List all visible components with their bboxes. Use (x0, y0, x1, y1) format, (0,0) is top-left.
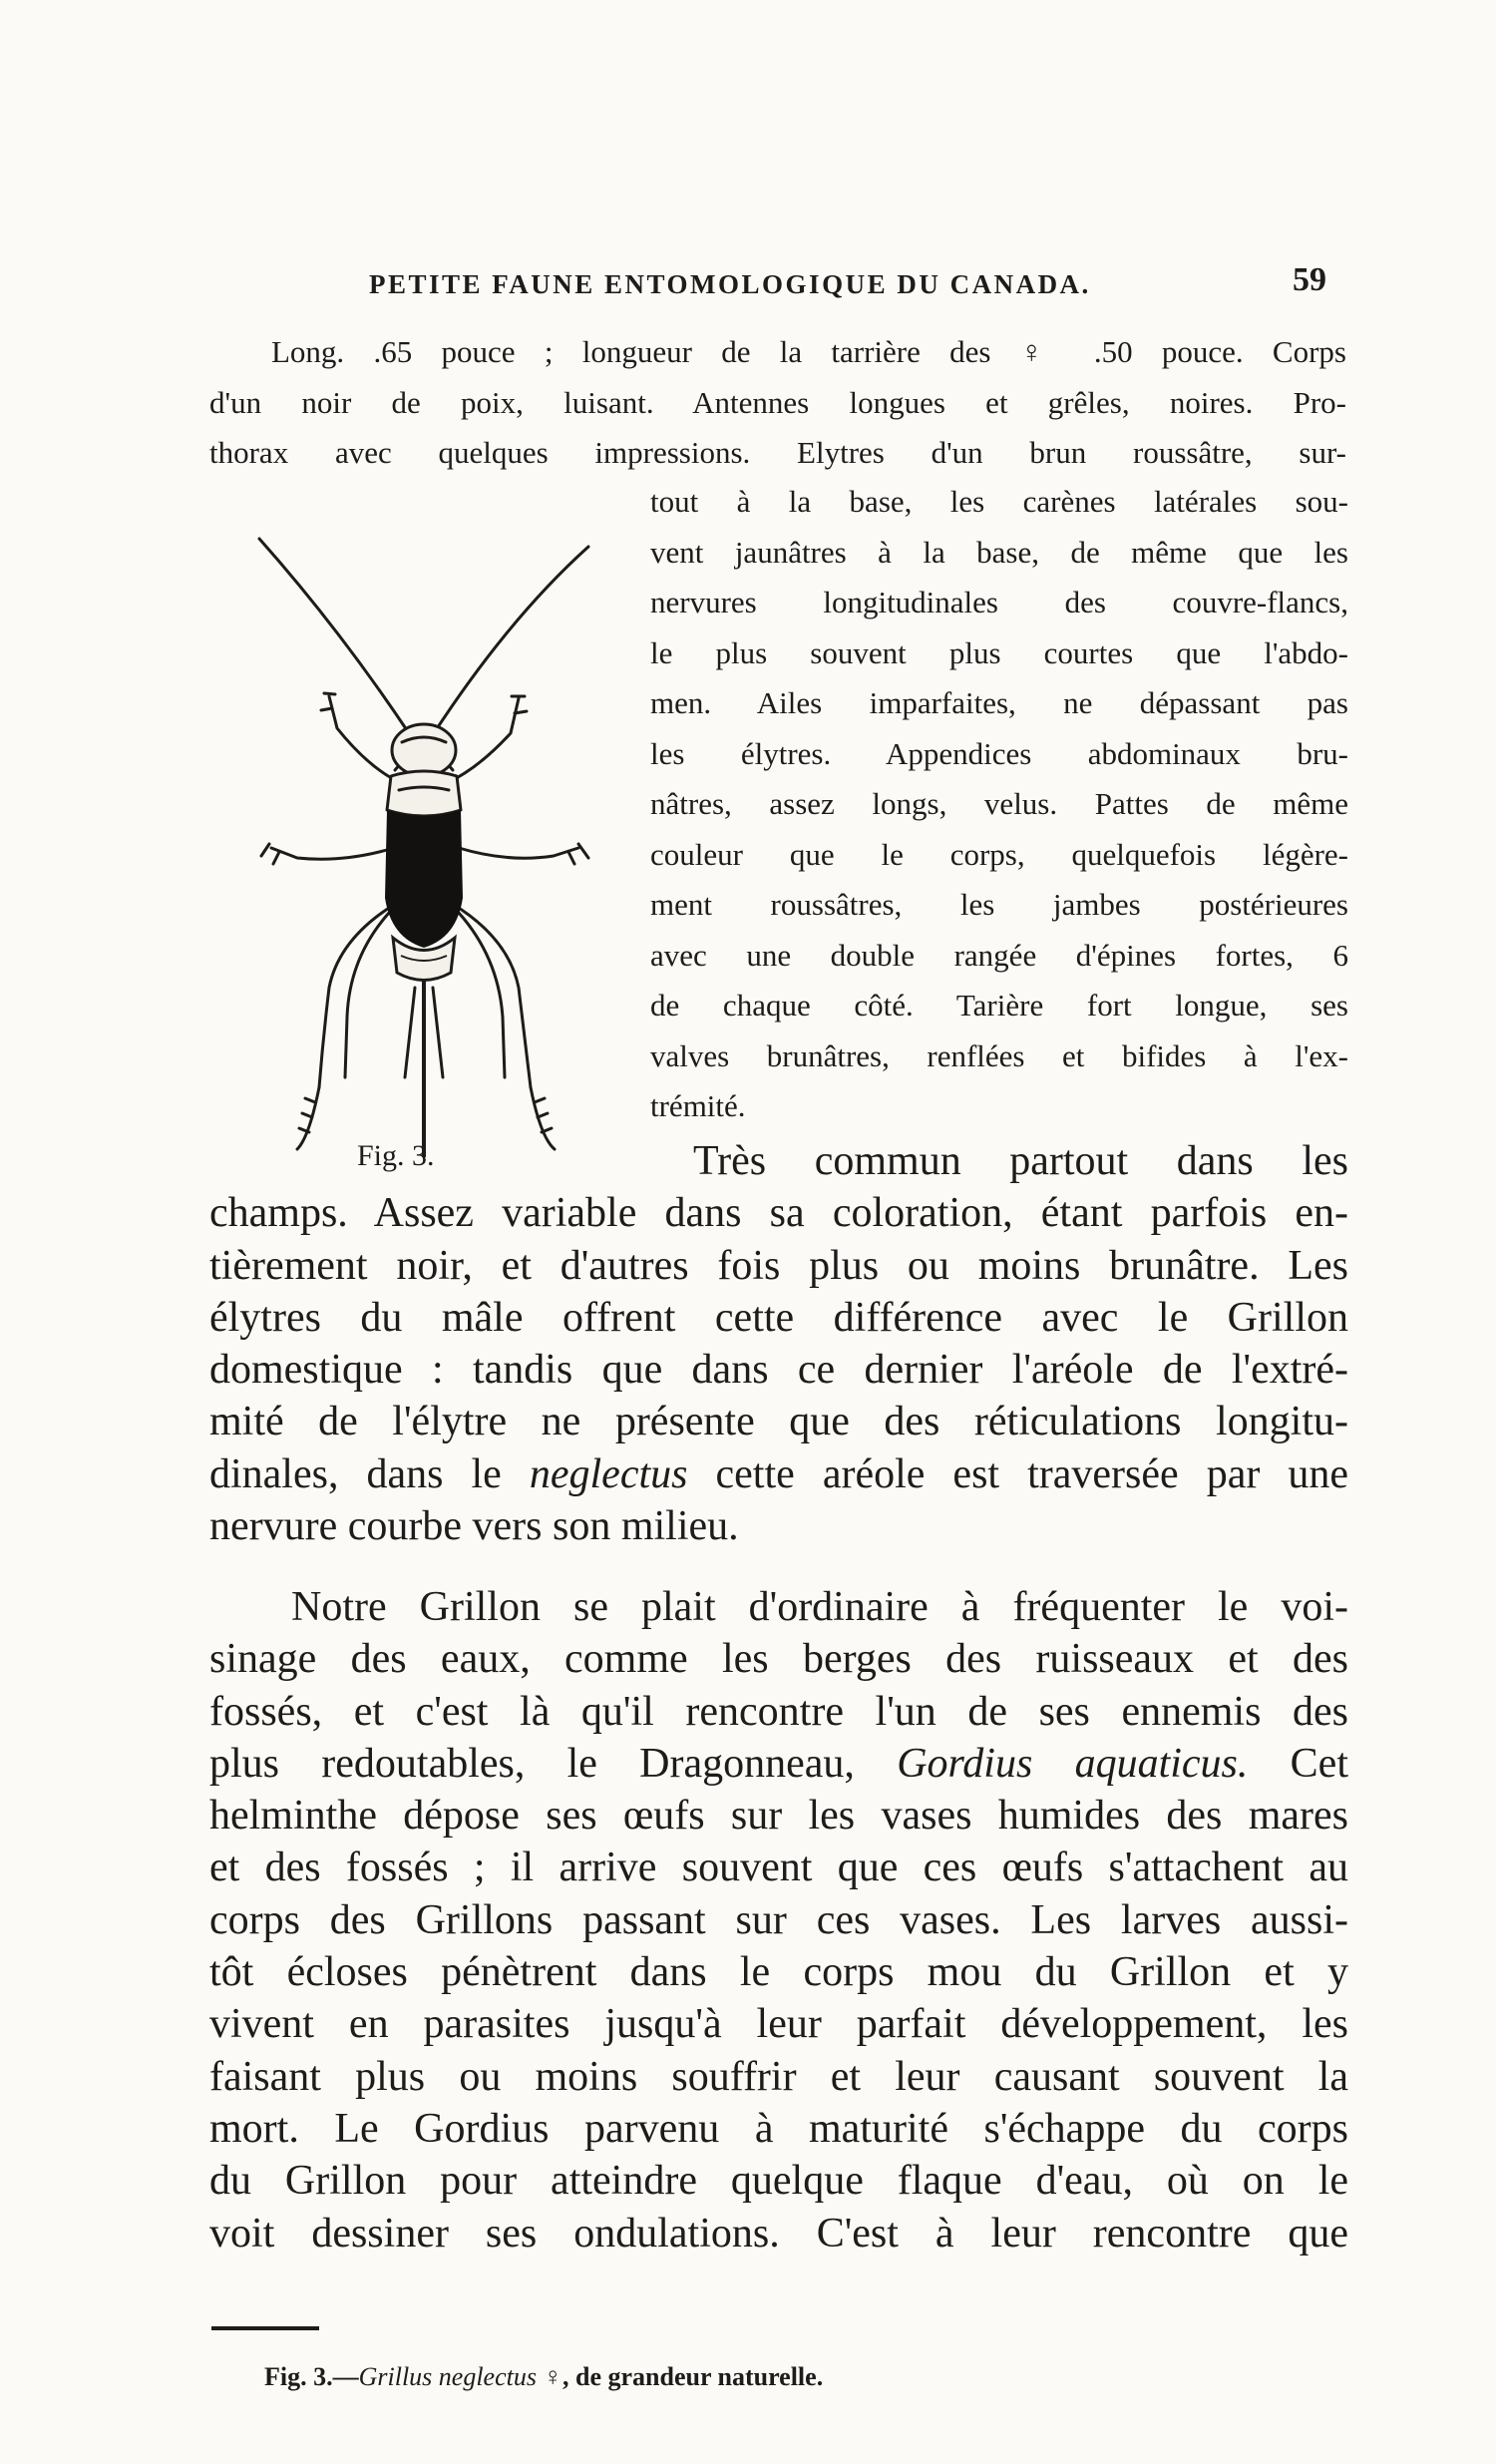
description-line: Long. .65 pouce ; longueur de la tarrière des ♀ .50 pouce. Corps (271, 334, 1346, 369)
description-block-top (209, 327, 1346, 479)
paragraph-line: corps des Grillons passant sur ces vases. Les larves aussi- (209, 1896, 1348, 1943)
page-number: 59 (1293, 261, 1326, 298)
paragraph-line: mort. Le Gordius parvenu à maturité s'échappe du corps (209, 2105, 1348, 2152)
paragraph-line: faisant plus ou moins souffrir et leur causant souvent la (209, 2053, 1348, 2100)
text-run: plus redoutables, le Dragonneau, (209, 1740, 898, 1787)
description-line: thorax avec quelques impressions. Elytres d'un brun roussâtre, sur- (209, 435, 1346, 470)
description-line: ment roussâtres, les jambes postérieures (650, 887, 1348, 922)
paragraph-line: Notre Grillon se plait d'ordinaire à fréquenter le voi- (291, 1584, 1348, 1630)
paragraph-line: nervure courbe vers son milieu. (209, 1503, 739, 1550)
description-line: le plus souvent plus courtes que l'abdo- (650, 634, 1348, 670)
paragraph-line: élytres du mâle offrent cette différence avec le Grillon (209, 1294, 1348, 1341)
description-line: men. Ailes imparfaites, ne dépassant pas (650, 685, 1348, 720)
cricket-illustration (219, 519, 638, 1157)
description-line: trémité. (650, 1088, 746, 1123)
text-run: dinales, dans le (209, 1450, 530, 1497)
paragraph-line: mité de l'élytre ne présente que des réticulations longitu- (209, 1399, 1348, 1445)
paragraph-line: fossés, et c'est là qu'il rencontre l'un de ses ennemis des (209, 1688, 1348, 1735)
description-line: avec une double rangée d'épines fortes, 6 (650, 937, 1348, 973)
description-line: tout à la base, les carènes latérales sou- (650, 484, 1348, 519)
paragraph-line: du Grillon pour atteindre quelque flaque d'eau, où on le (209, 2158, 1348, 2205)
caption-prefix: Fig. 3.— (264, 2362, 359, 2391)
figure-caption (264, 2362, 823, 2392)
text-run: cette aréole est traversée par une (687, 1450, 1349, 1497)
paragraph-line: tièrement noir, et d'autres fois plus ou moins brunâtre. Les (209, 1242, 1348, 1289)
species-name: neglectus (529, 1450, 688, 1497)
description-line: nâtres, assez longs, velus. Pattes de même (650, 786, 1348, 821)
paragraph-line: vivent en parasites jusqu'à leur parfait développement, les (209, 2001, 1348, 2048)
paragraph-line: sinage des eaux, comme les berges des ruisseaux et des (209, 1636, 1348, 1683)
description-line: d'un noir de poix, luisant. Antennes longues et grêles, noires. Pro- (209, 384, 1346, 420)
paragraph-2 (209, 1581, 1348, 2259)
figure-label: Fig. 3. (357, 1139, 435, 1172)
footnote-rule (211, 2326, 319, 2330)
caption-species: Grillus neglectus (358, 2362, 537, 2391)
paragraph-line: et des fossés ; il arrive souvent que ces œufs s'attachent au (209, 1845, 1348, 1891)
description-line: de chaque côté. Tarière fort longue, ses (650, 988, 1348, 1023)
paragraph-line (209, 1448, 1348, 1500)
paragraph-line (209, 1738, 1348, 1790)
description-line: nervures longitudinales des couvre-flancs, (650, 585, 1348, 619)
text-run: Cet (1248, 1740, 1348, 1787)
paragraph-line: domestique : tandis que dans ce dernier l'aréole de l'extré- (209, 1347, 1348, 1394)
running-head-title: PETITE FAUNE ENTOMOLOGIQUE DU CANADA. (369, 269, 1091, 299)
description-line: couleur que le corps, quelquefois légère- (650, 836, 1348, 872)
paragraph-line: helminthe dépose ses œufs sur les vases humides des mares (209, 1793, 1348, 1840)
paragraph-line: tôt écloses pénètrent dans le corps mou du Grillon et y (209, 1949, 1348, 1996)
caption-suffix: ♀, de grandeur naturelle. (536, 2362, 824, 2391)
description-line: valves brunâtres, renflées et bifides à l'ex- (650, 1037, 1348, 1073)
description-line: vent jaunâtres à la base, de même que les (650, 534, 1348, 570)
paragraph-line: voit dessiner ses ondulations. C'est à leur rencontre que (209, 2210, 1348, 2257)
paragraph-line: champs. Assez variable dans sa coloration, étant parfois en- (209, 1190, 1348, 1237)
paragraph-line: Très commun partout dans les (693, 1138, 1348, 1184)
paragraph-1 (209, 1135, 1348, 1552)
description-block-side (650, 477, 1348, 1132)
species-name: Gordius aquaticus. (897, 1740, 1249, 1787)
cricket-icon (219, 519, 638, 1157)
description-line: les élytres. Appendices abdominaux bru- (650, 735, 1348, 771)
